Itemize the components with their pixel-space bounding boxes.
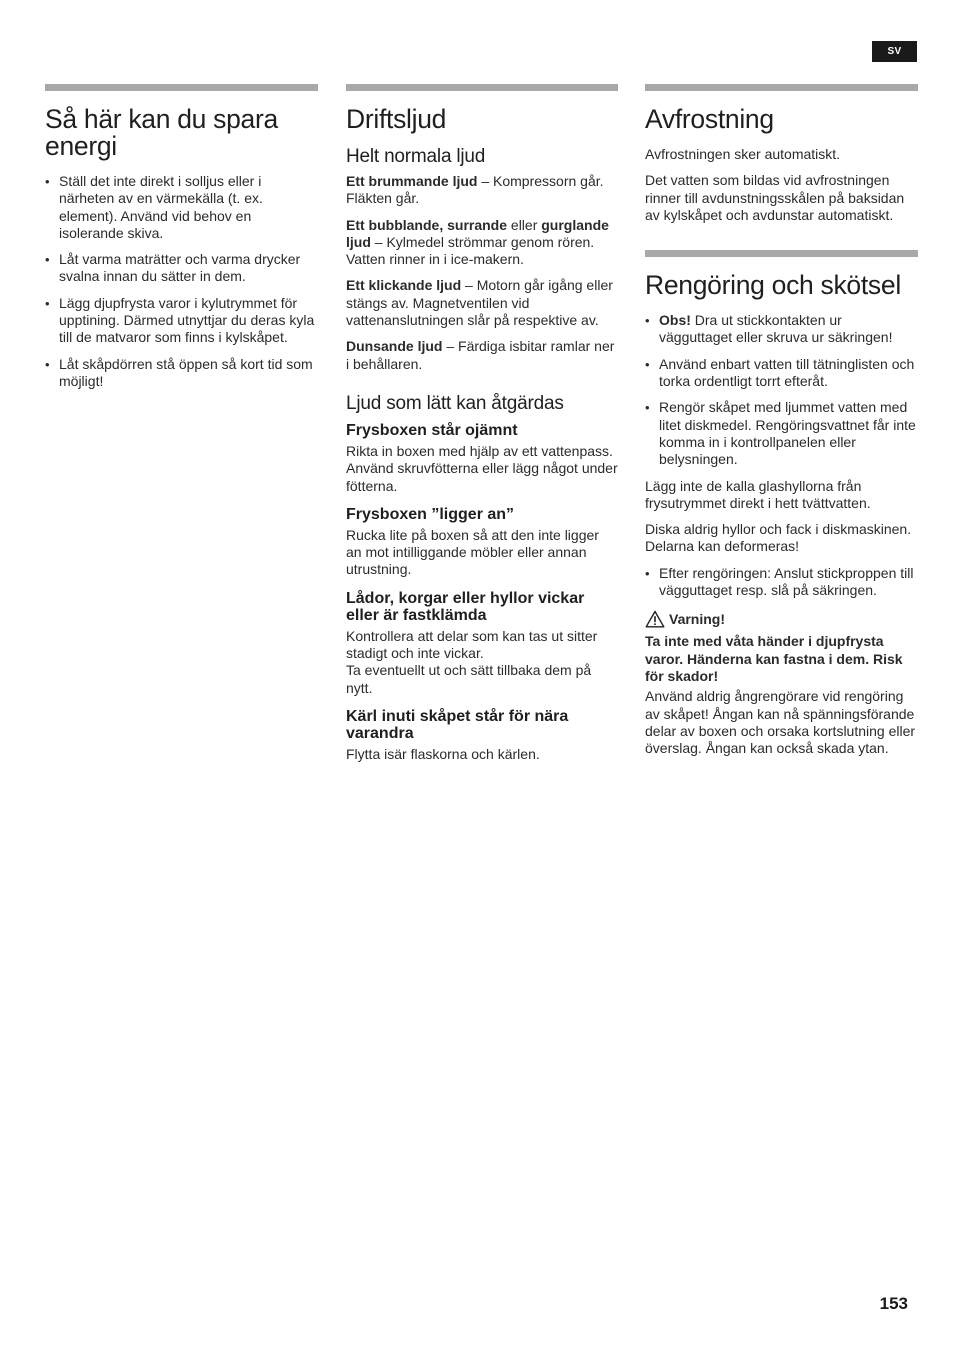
list-item bbox=[645, 356, 918, 391]
subsection-title-normal-noise: Helt normala ljud bbox=[346, 146, 486, 167]
list-item-text: Använd enbart vatten till tätninglisten och torka ordentligt torrt efteråt. bbox=[659, 355, 915, 390]
section-title-cleaning: Rengöring och skötsel bbox=[645, 270, 901, 301]
subsection-title-fixable-noise: Ljud som lätt kan åtgärdas bbox=[346, 392, 564, 414]
defrost-paragraph: Avfrostningen sker automatiskt. bbox=[645, 146, 841, 162]
cleaning-paragraph: Diska aldrig hyllor och fack i diskmaskinen. Delarna kan deformeras! bbox=[645, 521, 912, 555]
warning-label: Varning! bbox=[669, 611, 726, 628]
list-item: • Lägg djupfrysta varor i kylutrymmet för upptining. Därmed utnyttjar du deras kyla till de matvaror som finns i kylskåpet. bbox=[45, 295, 318, 347]
energy-tips-list bbox=[45, 173, 318, 390]
warning-header bbox=[645, 610, 918, 628]
noise-item bbox=[346, 338, 618, 373]
issue-remedy: Rucka lite på boxen så att den inte ligger an mot intilliggande möbler eller annan utrustning. bbox=[346, 526, 599, 578]
noise-label: Ett bubblande, surrande bbox=[346, 216, 508, 233]
issue-heading: Frysboxen står ojämnt bbox=[346, 421, 518, 439]
section-rule bbox=[346, 84, 618, 91]
noise-item bbox=[346, 173, 618, 208]
noise-description: – Motorn går igång eller stängs av. Magnetventilen vid vattenanslutningen slår på respektive av. bbox=[346, 277, 613, 329]
noise-connector: eller bbox=[507, 216, 542, 233]
list-item bbox=[645, 399, 918, 468]
section-title-defrost: Avfrostning bbox=[645, 104, 774, 134]
issue-remedy: Flytta isär flaskorna och kärlen. bbox=[346, 745, 540, 762]
warning-triangle-icon bbox=[645, 610, 665, 628]
issue-remedy-line: Kontrollera att delar som kan tas ut sitter stadigt och inte vickar. bbox=[346, 627, 598, 662]
list-item: • Efter rengöringen: Anslut stickproppen till vägguttaget resp. slå på säkringen. bbox=[645, 565, 918, 600]
noise-label: Ett klickande ljud bbox=[346, 277, 462, 294]
section-defrost-cleaning bbox=[645, 84, 918, 766]
note-label: Obs! bbox=[659, 312, 691, 329]
list-item bbox=[645, 312, 918, 347]
section-energy-saving bbox=[45, 84, 318, 399]
section-rule bbox=[45, 84, 318, 91]
list-item-text: Dra ut stickkontakten ur vägguttaget eller skruva ur säkringen! bbox=[659, 312, 893, 346]
issue-remedy-line: Ta eventuellt ut och sätt tillbaka dem på nytt. bbox=[346, 662, 592, 696]
warning-text: Använd aldrig ångrengörare vid rengöring av skåpet! Ångan kan nå spänningsförande delar av boxen och orsaka kortslutning eller överslag. Ångan kan också skada ytan. bbox=[645, 688, 916, 757]
cleaning-list bbox=[645, 312, 918, 468]
list-item: • Låt varma maträtter och varma drycker svalna innan du sätter in dem. bbox=[45, 251, 318, 286]
defrost-paragraph: Det vatten som bildas vid avfrostningen rinner till avdunstningsskålen på baksidan av kylskåpet och avdunstar automatiskt. bbox=[645, 172, 905, 223]
noise-item bbox=[346, 217, 618, 269]
noise-item bbox=[346, 277, 618, 329]
issue-heading: Frysboxen ”ligger an” bbox=[346, 505, 515, 523]
page-number: 153 bbox=[879, 1294, 908, 1313]
warning-bold-text: Ta inte med våta händer i djupfrysta varor. Händerna kan fastna i dem. Risk för skador! bbox=[645, 633, 903, 684]
noise-label: Ett brummande ljud bbox=[346, 173, 478, 189]
noise-label: gurglande ljud bbox=[346, 216, 609, 250]
section-rule bbox=[645, 250, 918, 257]
section-rule bbox=[645, 84, 918, 91]
noise-label: Dunsande ljud bbox=[346, 338, 443, 355]
cleaning-paragraph: Lägg inte de kalla glashyllorna från frysutrymmet direkt i hett tvättvatten. bbox=[645, 477, 871, 511]
list-item: • Låt skåpdörren stå öppen så kort tid som möjligt! bbox=[45, 356, 318, 391]
list-item: • Ställ det inte direkt i solljus eller i närheten av en värmekälla (t. ex. element). Använd vid behov en isolerande skiva. bbox=[45, 173, 318, 242]
section-title-energy: Så här kan du spara energi bbox=[45, 104, 278, 161]
noise-description: – Färdiga isbitar ramlar ner i behållaren. bbox=[346, 338, 615, 372]
issue-heading: Kärl inuti skåpet står för nära varandra bbox=[346, 707, 569, 742]
noise-description: – Kylmedel strömmar genom rören. Vatten rinner in i ice-makern. bbox=[346, 233, 595, 268]
section-operating-noise bbox=[346, 84, 618, 772]
language-badge: SV bbox=[872, 41, 917, 62]
issue-heading: Lådor, korgar eller hyllor vickar eller är fastklämda bbox=[346, 589, 585, 624]
after-cleaning-list bbox=[645, 565, 918, 600]
noise-description: – Kompressorn går. Fläkten går. bbox=[346, 173, 604, 207]
list-item-text: Rengör skåpet med ljummet vatten med litet diskmedel. Rengöringsvattnet får inte komma in i kontrollpanelen eller belysningen. bbox=[659, 399, 916, 468]
issue-remedy bbox=[346, 628, 618, 697]
issue-remedy: Rikta in boxen med hjälp av ett vattenpass. Använd skruvfötterna eller lägg något under fötterna. bbox=[346, 442, 618, 494]
section-title-noise: Driftsljud bbox=[346, 104, 447, 134]
